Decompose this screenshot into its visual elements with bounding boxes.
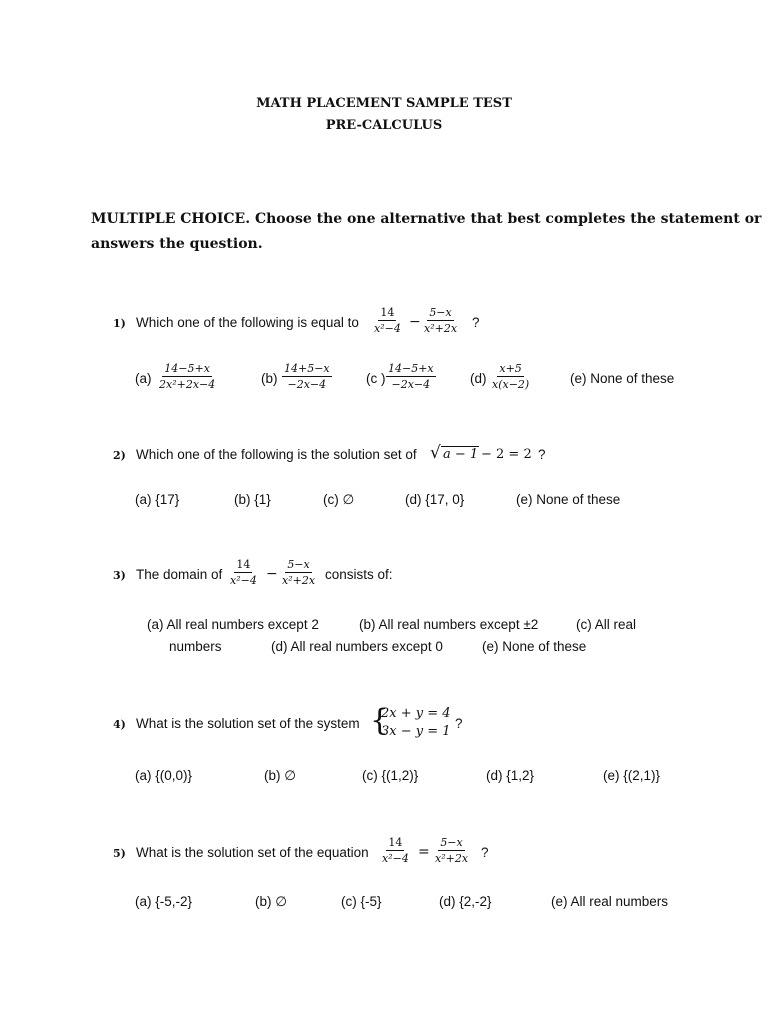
option-c[interactable]: (c) All real	[576, 617, 637, 632]
question-text: Which one of the following is the solution set of	[136, 447, 417, 462]
option-c[interactable]: (c) {-5}	[341, 894, 382, 909]
option-e[interactable]: (e) {(2,1)}	[603, 768, 661, 783]
operator: =	[418, 844, 430, 860]
question-mark: ?	[538, 447, 546, 462]
option-a[interactable]: (a) All real numbers except 2	[147, 617, 319, 632]
question-text: The domain of	[136, 567, 223, 582]
question-mark: ?	[472, 315, 480, 330]
option-a[interactable]: (a) {17}	[135, 492, 180, 507]
option-a[interactable]: (a) {(0,0)}	[135, 768, 193, 783]
question-mark: ?	[455, 716, 463, 731]
option-b[interactable]: (b) ∅	[264, 768, 297, 783]
option-b[interactable]: (b) {1}	[234, 492, 271, 507]
option-d[interactable]: (d) All real numbers except 0	[271, 639, 443, 654]
option-d[interactable]: (d) {1,2}	[486, 768, 535, 783]
fraction: $\frac{5-x}{\text{x²+2x}}$	[435, 836, 469, 865]
option-b-label[interactable]: (b)	[261, 371, 278, 386]
option-c-label[interactable]: (c )	[366, 371, 386, 386]
question-number: 5)	[113, 847, 126, 860]
operator: −	[409, 314, 421, 330]
question-text: What is the solution set of the system	[136, 716, 360, 731]
operator: −	[266, 566, 278, 582]
option-a-label[interactable]: (a)	[135, 371, 152, 386]
brace-icon: {	[370, 703, 390, 738]
question-text-end: consists of:	[325, 567, 393, 582]
fraction: $\frac{14}{\text{x²−4}}$	[382, 836, 409, 865]
question-text: What is the solution set of the equation	[136, 845, 369, 860]
option-d-label[interactable]: (d)	[470, 371, 487, 386]
option-e[interactable]: (e) None of these	[570, 371, 675, 386]
question-number: 3)	[113, 569, 126, 582]
option-e[interactable]: (e) All real numbers	[551, 894, 669, 909]
instructions-line-2: answers the question.	[91, 236, 263, 252]
system-equation-1: 2x + y = 4	[381, 706, 451, 721]
option-c-continued[interactable]: numbers	[169, 639, 222, 654]
option-b[interactable]: (b) All real numbers except ±2	[359, 617, 539, 632]
option-a-fraction[interactable]: $\frac{14-5+x}{\text{2x²+2x−4}}$	[159, 362, 216, 391]
option-d-fraction[interactable]: $\frac{x+5}{x(x-2)}$	[492, 362, 530, 391]
option-b-fraction[interactable]: $\frac{14+5-x}{-2x-4}$	[284, 362, 330, 391]
page-title: MATH PLACEMENT SAMPLE TEST	[256, 96, 512, 111]
fraction: $\frac{14}{\text{x²−4}}$	[374, 306, 401, 335]
option-e[interactable]: (e) None of these	[482, 639, 587, 654]
option-b[interactable]: (b) ∅	[255, 894, 288, 909]
option-c[interactable]: (c) {(1,2)}	[362, 768, 419, 783]
instructions-line-1: MULTIPLE CHOICE. Choose the one alternative that best completes the statement or	[91, 211, 762, 227]
fraction: $\frac{5-x}{\text{x²+2x}}$	[282, 558, 316, 587]
question-text: Which one of the following is equal to	[136, 315, 359, 330]
page-subtitle: PRE-CALCULUS	[325, 118, 443, 133]
radicand: a − 1	[443, 447, 479, 462]
option-c-fraction[interactable]: $\frac{14-5+x}{-2x-4}$	[388, 362, 434, 391]
fraction: $\frac{5-x}{\text{x²+2x}}$	[424, 306, 458, 335]
question-number: 4)	[113, 718, 126, 731]
option-d[interactable]: (d) {17, 0}	[405, 492, 465, 507]
equation-rest: − 2 = 2	[481, 447, 532, 462]
question-mark: ?	[481, 845, 489, 860]
fraction: $\frac{14}{\text{x²−4}}$	[230, 558, 257, 587]
system-equation-2: 3x − y = 1	[381, 724, 451, 739]
option-d[interactable]: (d) {2,-2}	[439, 894, 492, 909]
sqrt-icon: √	[430, 443, 441, 463]
option-c[interactable]: (c) ∅	[323, 492, 355, 507]
question-number: 2)	[113, 449, 126, 462]
question-number: 1)	[113, 317, 126, 330]
option-e[interactable]: (e) None of these	[516, 492, 621, 507]
option-a[interactable]: (a) {-5,-2}	[135, 894, 193, 909]
